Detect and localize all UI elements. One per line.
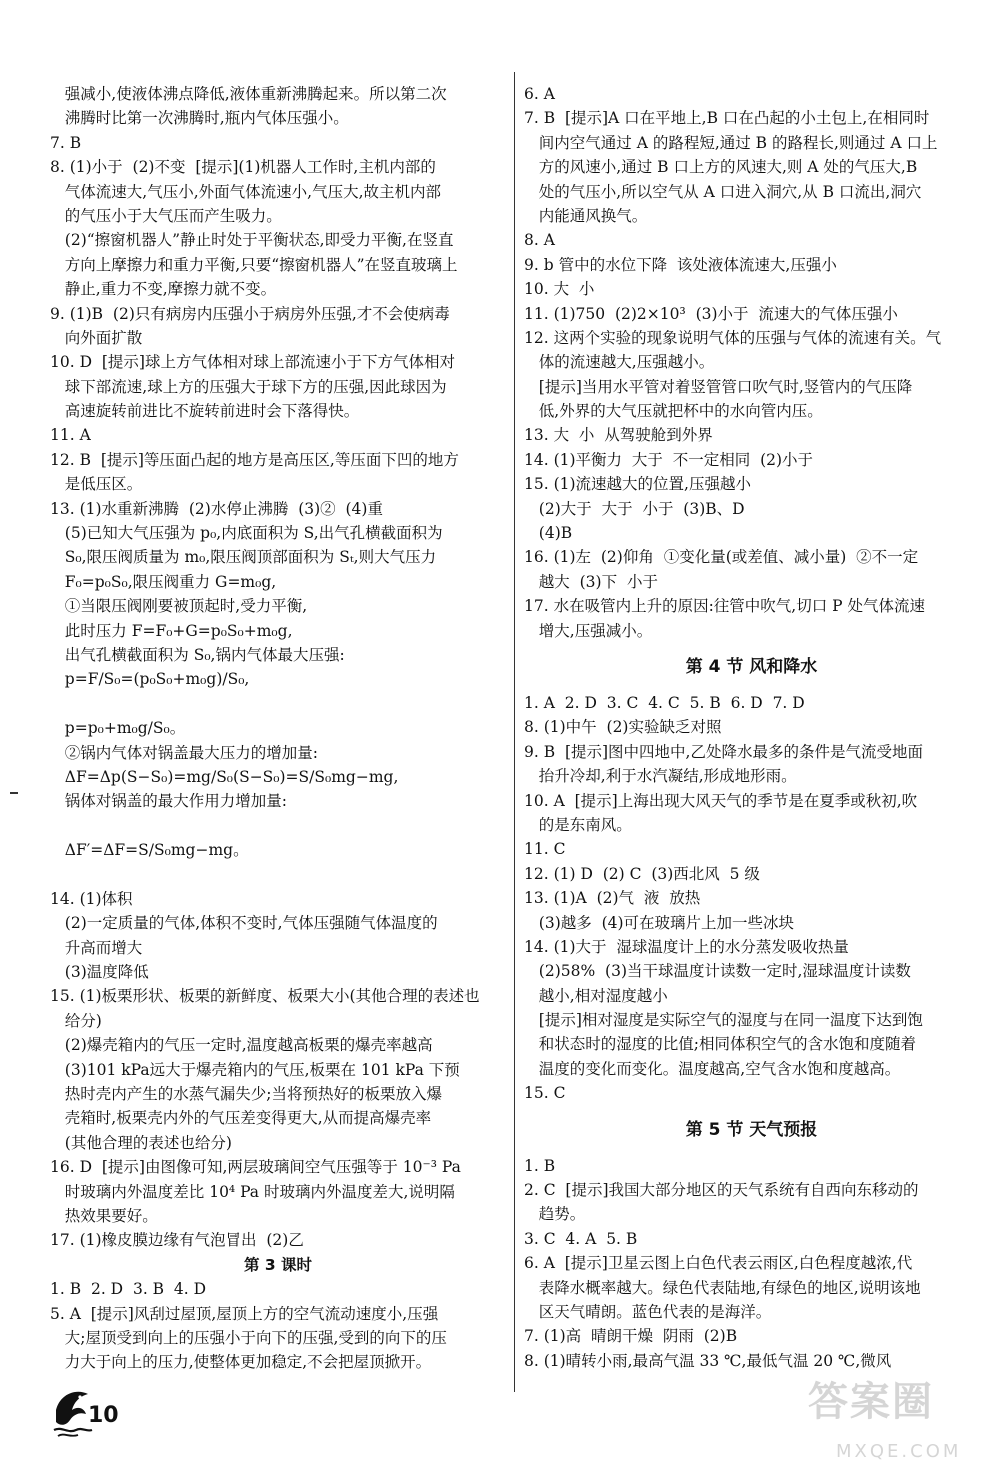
text-line: 13. 大 小 从驾驶舱到外界 [524, 426, 713, 445]
text-line: 17. 水在吸管内上升的原因:往管中吹气,切口 P 处气体流速 [524, 597, 926, 616]
text-line: 时玻璃内外温度差比 10⁴ Pa 时玻璃内外温度差大,说明隔 [50, 1182, 455, 1201]
text-line: (3)101 kPa远大于爆壳箱内的气压,板栗在 101 kPa 下预 [50, 1060, 460, 1079]
text-line: 13. (1)A (2)气 液 放热 [524, 889, 701, 908]
text-line: 12. B [提示]等压面凸起的地方是高压区,等压面下凹的地方 [50, 450, 459, 469]
text-line: 静止,重力不变,摩擦力就不变。 [50, 280, 277, 299]
text-line: 7. (1)高 晴朗干燥 阴雨 (2)B [524, 1327, 738, 1346]
text-line: 给分) [50, 1011, 102, 1030]
text-line: 越小,相对湿度越小 [524, 986, 668, 1005]
text-line: 7. B [50, 133, 82, 152]
text-line: 14. (1)平衡力 大于 不一定相同 (2)小于 [524, 450, 814, 469]
text-line: 球下部流速,球上方的压强大于球下方的压强,因此球因为 [50, 377, 447, 396]
text-line: 9. b 管中的水位下降 该处液体流速大,压强小 [524, 255, 837, 274]
text-line: 增大,压强减小。 [524, 621, 653, 640]
page-number: 10 [88, 1403, 119, 1428]
text-line: (2)大于 大于 小于 (3)B、D [524, 499, 745, 518]
text-line: 15. (1)流速越大的位置,压强越小 [524, 475, 751, 494]
watermark-text: 答案圈 [808, 1379, 934, 1425]
text-line: (2)一定质量的气体,体积不变时,气体压强随气体温度的 [50, 914, 438, 933]
text-line: 14. (1)体积 [50, 889, 133, 908]
text-line: 表降水概率越大。绿色代表陆地,有绿色的地区,说明该地 [524, 1278, 921, 1297]
text-line: 沸腾时比第一次沸腾时,瓶内气体压强小。 [50, 109, 349, 128]
text-line: 8. A [524, 231, 555, 250]
text-line: 是低压区。 [50, 475, 143, 494]
watermark [808, 1379, 978, 1470]
text-line: 15. (1)板栗形状、板栗的新鲜度、板栗大小(其他合理的表述也 [50, 987, 480, 1006]
text-line: 锅体对锅盖的最大作用力增加量: [50, 792, 288, 811]
text-line: p=p₀+m₀g/S₀。 [50, 719, 186, 738]
text-line: S₀,限压阀质量为 m₀,限压阀顶部面积为 Sₜ,则大气压力 [50, 548, 437, 567]
text-line: 5. A [提示]风刮过屋顶,屋顶上方的空气流动速度小,压强 [50, 1304, 439, 1323]
text-line: 10. 大 小 [524, 280, 595, 299]
text-line: 13. (1)水重新沸腾 (2)水停止沸腾 (3)② (4)重 [50, 499, 383, 518]
text-line: (4)B [524, 524, 573, 543]
text-line: 12. 这两个实验的现象说明气体的压强与气体的流速有关。气 [524, 328, 942, 347]
text-line: 区天气晴朗。蓝色代表的是海洋。 [524, 1302, 772, 1321]
text-line: (2)“擦窗机器人”静止时处于平衡状态,即受力平衡,在竖直 [50, 231, 454, 250]
section-heading: 第 5 节 天气预报 [685, 1119, 818, 1140]
margin-tick [10, 792, 18, 794]
right-column [524, 82, 979, 1373]
text-line: 11. C [524, 840, 566, 859]
section-heading: 第 4 节 风和降水 [685, 656, 818, 677]
text-line: p=F/S₀=(p₀S₀+m₀g)/S₀, [50, 670, 250, 689]
text-line: 热时壳内产生的水蒸气漏失少;当将预热好的板栗放入爆 [50, 1085, 443, 1104]
text-line: 3. C 4. A 5. B [524, 1229, 638, 1248]
text-line: 方向上摩擦力和重力平衡,只要“擦窗机器人”在竖直玻璃上 [50, 255, 458, 274]
text-line: 方的风速小,通过 B 口上方的风速大,则 A 处的气压大,B [524, 158, 918, 177]
text-line: (5)已知大气压强为 p₀,内底面积为 S,出气孔横截面积为 [50, 524, 443, 543]
text-line: 1. B 2. D 3. B 4. D [50, 1280, 207, 1299]
column-divider [514, 72, 515, 1392]
text-line: 10. A [提示]上海出现大风天气的季节是在夏季或秋初,吹 [524, 791, 918, 810]
text-line: 越大 (3)下 小于 [524, 572, 658, 591]
text-line: 2. C [提示]我国大部分地区的天气系统有自西向东移动的 [524, 1181, 919, 1200]
text-line: 的是东南风。 [524, 815, 632, 834]
text-line: 出气孔横截面积为 S₀,锅内气体最大压强: [50, 645, 345, 664]
text-line [50, 814, 506, 838]
text-line: 10. D [提示]球上方气体相对球上部流速小于下方气体相对 [50, 353, 455, 372]
section-heading: 第 3 课时 [243, 1255, 313, 1274]
text-line: ΔF′=ΔF=S/S₀mg−mg。 [50, 841, 249, 860]
text-line: 升高而增大 [50, 938, 143, 957]
text-line: 8. (1)中午 (2)实验缺乏对照 [524, 718, 722, 737]
text-line: 9. (1)B (2)只有病房内压强小于病房外压强,才不会使病毒 [50, 304, 450, 323]
text-line: 体的流速越大,压强越小。 [524, 353, 715, 372]
text-line: (2)爆壳箱内的气压一定时,温度越高板栗的爆壳率越高 [50, 1036, 433, 1055]
text-line: 9. B [提示]图中四地中,乙处降水最多的条件是气流受地面 [524, 742, 923, 761]
text-line: 14. (1)大于 湿球温度计上的水分蒸发吸收热量 [524, 937, 849, 956]
text-line: 15. C [524, 1084, 566, 1103]
left-column [50, 82, 506, 1375]
text-line: 向外面扩散 [50, 328, 143, 347]
text-line: ①当限压阀刚要被顶起时,受力平衡, [50, 597, 308, 616]
text-line: 11. A [50, 426, 91, 445]
text-line: 8. (1)小于 (2)不变 [提示](1)机器人工作时,主机内部的 [50, 158, 436, 177]
text-line: 力大于向上的压力,使整体更加稳定,不会把屋顶掀开。 [50, 1353, 432, 1372]
text-line: ΔF=Δp(S−S₀)=mg/S₀(S−S₀)=S/S₀mg−mg, [50, 767, 399, 786]
text-line: [提示]相对湿度是实际空气的湿度与在同一温度下达到饱 [524, 1011, 923, 1030]
text-line: (其他合理的表述也给分) [50, 1133, 232, 1152]
text-line: 趋势。 [524, 1205, 586, 1224]
watermark-url: MXQE.COM [836, 1441, 962, 1462]
text-line: 1. A 2. D 3. C 4. C 5. B 6. D 7. D [524, 693, 805, 712]
text-line: 8. (1)晴转小雨,最高气温 33 ℃,最低气温 20 ℃,微风 [524, 1351, 892, 1370]
text-line: 此时压力 F=F₀+G=p₀S₀+m₀g, [50, 621, 293, 640]
text-line: (3)温度降低 [50, 963, 149, 982]
text-line: 6. A [提示]卫星云图上白色代表云雨区,白色程度越浓,代 [524, 1254, 913, 1273]
text-line: 的气压小于大气压而产生吸力。 [50, 206, 282, 225]
text-line: 17. (1)橡皮膜边缘有气泡冒出 (2)乙 [50, 1231, 304, 1250]
text-line: (2)58% (3)当干球温度计读数一定时,湿球温度计读数 [524, 962, 911, 981]
text-line: (3)越多 (4)可在玻璃片上加一些冰块 [524, 913, 795, 932]
text-line: 大;屋顶受到向上的压强小于向下的压强,受到的向下的压 [50, 1328, 447, 1347]
text-line: 处的气压小,所以空气从 A 口进入洞穴,从 B 口流出,洞穴 [524, 182, 922, 201]
text-line: 间内空气通过 A 的路程短,通过 B 的路程长,则通过 A 口上 [524, 133, 938, 152]
text-line: 高速旋转前进比不旋转前进时会下落得快。 [50, 402, 360, 421]
text-line: 12. (1) D (2) C (3)西北风 5 级 [524, 864, 760, 883]
text-line: 内能通风换气。 [524, 206, 648, 225]
text-line: F₀=p₀S₀,限压阀重力 G=m₀g, [50, 572, 277, 591]
text-line [50, 863, 506, 887]
text-line: 1. B [524, 1156, 556, 1175]
text-line: [提示]当用水平管对着竖管管口吹气时,竖管内的气压降 [524, 377, 913, 396]
text-line: ②锅内气体对锅盖最大压力的增加量: [50, 743, 319, 762]
text-line: 16. D [提示]由图像可知,两层玻璃间空气压强等于 10⁻³ Pa [50, 1158, 461, 1177]
text-line: 和状态时的湿度的比值;相同体积空气的含水饱和度随着 [524, 1035, 917, 1054]
text-line: 抬升冷却,利于水汽凝结,形成地形雨。 [524, 767, 797, 786]
text-line: 热效果要好。 [50, 1206, 158, 1225]
text-line: 低,外界的大气压就把杯中的水向管内压。 [524, 402, 823, 421]
text-line: 6. A [524, 85, 555, 103]
text-line: 16. (1)左 (2)仰角 ①变化量(或差值、减小量) ②不一定 [524, 548, 919, 567]
text-line: 7. B [提示]A 口在平地上,B 口在凸起的小土包上,在相同时 [524, 109, 930, 128]
text-line: 强减小,使液体沸点降低,液体重新沸腾起来。所以第二次 [50, 85, 447, 103]
text-line [50, 692, 506, 716]
text-line: 气体流速大,气压小,外面气体流速小,气压大,故主机内部 [50, 182, 441, 201]
text-line: 温度的变化而变化。温度越高,空气含水饱和度越高。 [524, 1059, 901, 1078]
text-line: 壳箱时,板栗壳内外的气压差变得更大,从而提高爆壳率 [50, 1109, 432, 1128]
text-line: 11. (1)750 (2)2×10³ (3)小于 流速大的气体压强小 [524, 304, 898, 323]
